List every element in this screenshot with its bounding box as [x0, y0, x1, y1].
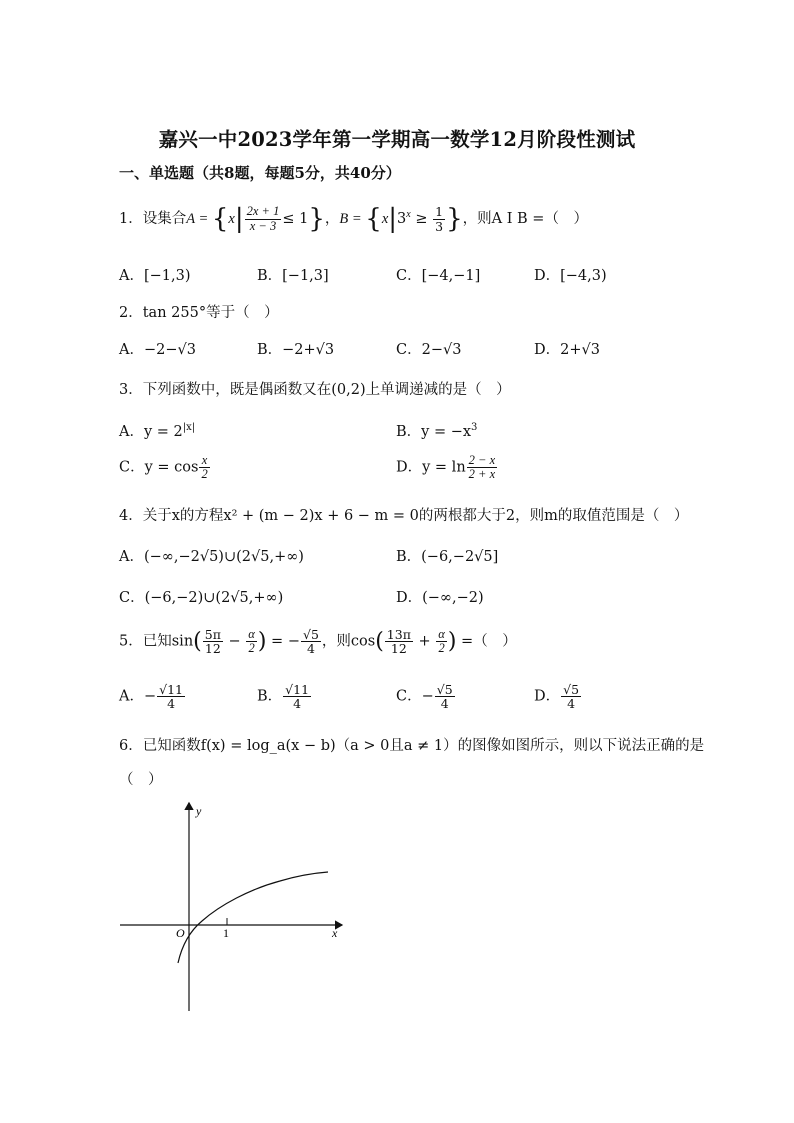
- q5-option-b: B． $\frac{√11}{4}$: [257, 682, 310, 712]
- question-1: 1．设集合A = {x| $\frac{2x + 1}{x - 3}$ ≤ 1}，$B = \{x|3^x$ ≥ $\frac{1}{3}$ }，则A I B =（ ）: [119, 204, 588, 234]
- q1-option-c: C．[−4,−1]: [396, 268, 481, 284]
- q3-option-d: D．y = ln $\frac{2 - x}{2 + x}$: [396, 453, 496, 482]
- q4-option-b: B．(−6,−2√5]: [396, 549, 499, 565]
- q1-option-d: D．[−4,3): [534, 268, 607, 284]
- question-6: 6．已知函数f(x) = log_a(x − b)（a > 0且a ≠ 1）的图像如图所示，则以下说法正确的是: [119, 738, 705, 754]
- q2-option-c: C．2−√3: [396, 342, 462, 358]
- question-tail: ，则A I B =（ ）: [462, 211, 588, 227]
- question-text: 设集合: [142, 211, 187, 227]
- y-axis-label: y: [196, 804, 202, 818]
- q3-option-b: B．$y = -x^3$: [396, 422, 478, 440]
- question-2: 2．tan 255°等于（ ）: [119, 305, 279, 321]
- set-a-var: x: [228, 211, 235, 227]
- q4-option-a: A．(−∞,−2√5)∪(2√5,+∞): [119, 549, 304, 565]
- question-5: 5．已知sin( $\frac{5\pi}{12}$ − $\frac{\alpha}{2}$ ) = − $\frac{√5}{4}$ ，则cos( $\frac{13\pi}{12}$ + $\frac{\alpha}{2}$ ) =（ ）: [119, 627, 517, 657]
- section-heading: 一、单选题（共8题，每题5分，共40分）: [119, 164, 401, 182]
- page-title: 嘉兴一中2023学年第一学期高一数学12月阶段性测试: [158, 128, 636, 151]
- q4-option-d: D．(−∞,−2): [396, 590, 484, 606]
- q5-option-d: D． $\frac{√5}{4}$: [534, 682, 580, 712]
- set-b-var: x: [381, 211, 389, 227]
- question-4: 4．关于x的方程x² + (m − 2)x + 6 − m = 0的两根都大于2，则m的取值范围是（ ）: [119, 508, 689, 524]
- x-axis-label: x: [332, 926, 338, 940]
- q2-option-d: D．2+√3: [534, 342, 600, 358]
- q1-option-b: B．[−1,3]: [257, 268, 329, 284]
- set-a-fraction: $\frac{2x + 1}{x - 3}$: [246, 204, 280, 233]
- q5-option-c: C．− $\frac{√5}{4}$: [396, 682, 453, 712]
- q2-option-b: B．−2+√3: [257, 342, 335, 358]
- origin-label: O: [176, 926, 185, 940]
- set-b-fraction: $\frac{1}{3}$: [435, 204, 444, 234]
- question-3: 3．下列函数中，既是偶函数又在(0,2)上单调递减的是（ ）: [119, 382, 511, 398]
- tick-label: 1: [223, 926, 229, 940]
- q3-option-a: A．$y = 2^{|x|}$: [119, 422, 196, 440]
- q4-option-c: C．(−6,−2)∪(2√5,+∞): [119, 590, 284, 606]
- q3-option-c: C．y = cos $\frac{x}{2}$: [119, 453, 208, 482]
- function-graph: [110, 795, 350, 1020]
- question-number: 1．: [119, 211, 143, 227]
- set-b-ge: ≥: [410, 211, 433, 227]
- set-a-tail: ≤ 1: [282, 211, 309, 227]
- log-curve: [178, 872, 328, 963]
- set-b-exponent: x: [406, 209, 411, 221]
- q2-option-a: A．−2−√3: [119, 342, 196, 358]
- q5-option-a: A．− $\frac{√11}{4}$: [119, 682, 183, 712]
- set-a-label: A =: [186, 211, 212, 227]
- question-6-paren: （ ）: [119, 772, 163, 788]
- set-b-label: B =: [339, 211, 366, 227]
- set-b-base: 3: [397, 211, 407, 227]
- q1-option-a: A．[−1,3): [119, 268, 191, 284]
